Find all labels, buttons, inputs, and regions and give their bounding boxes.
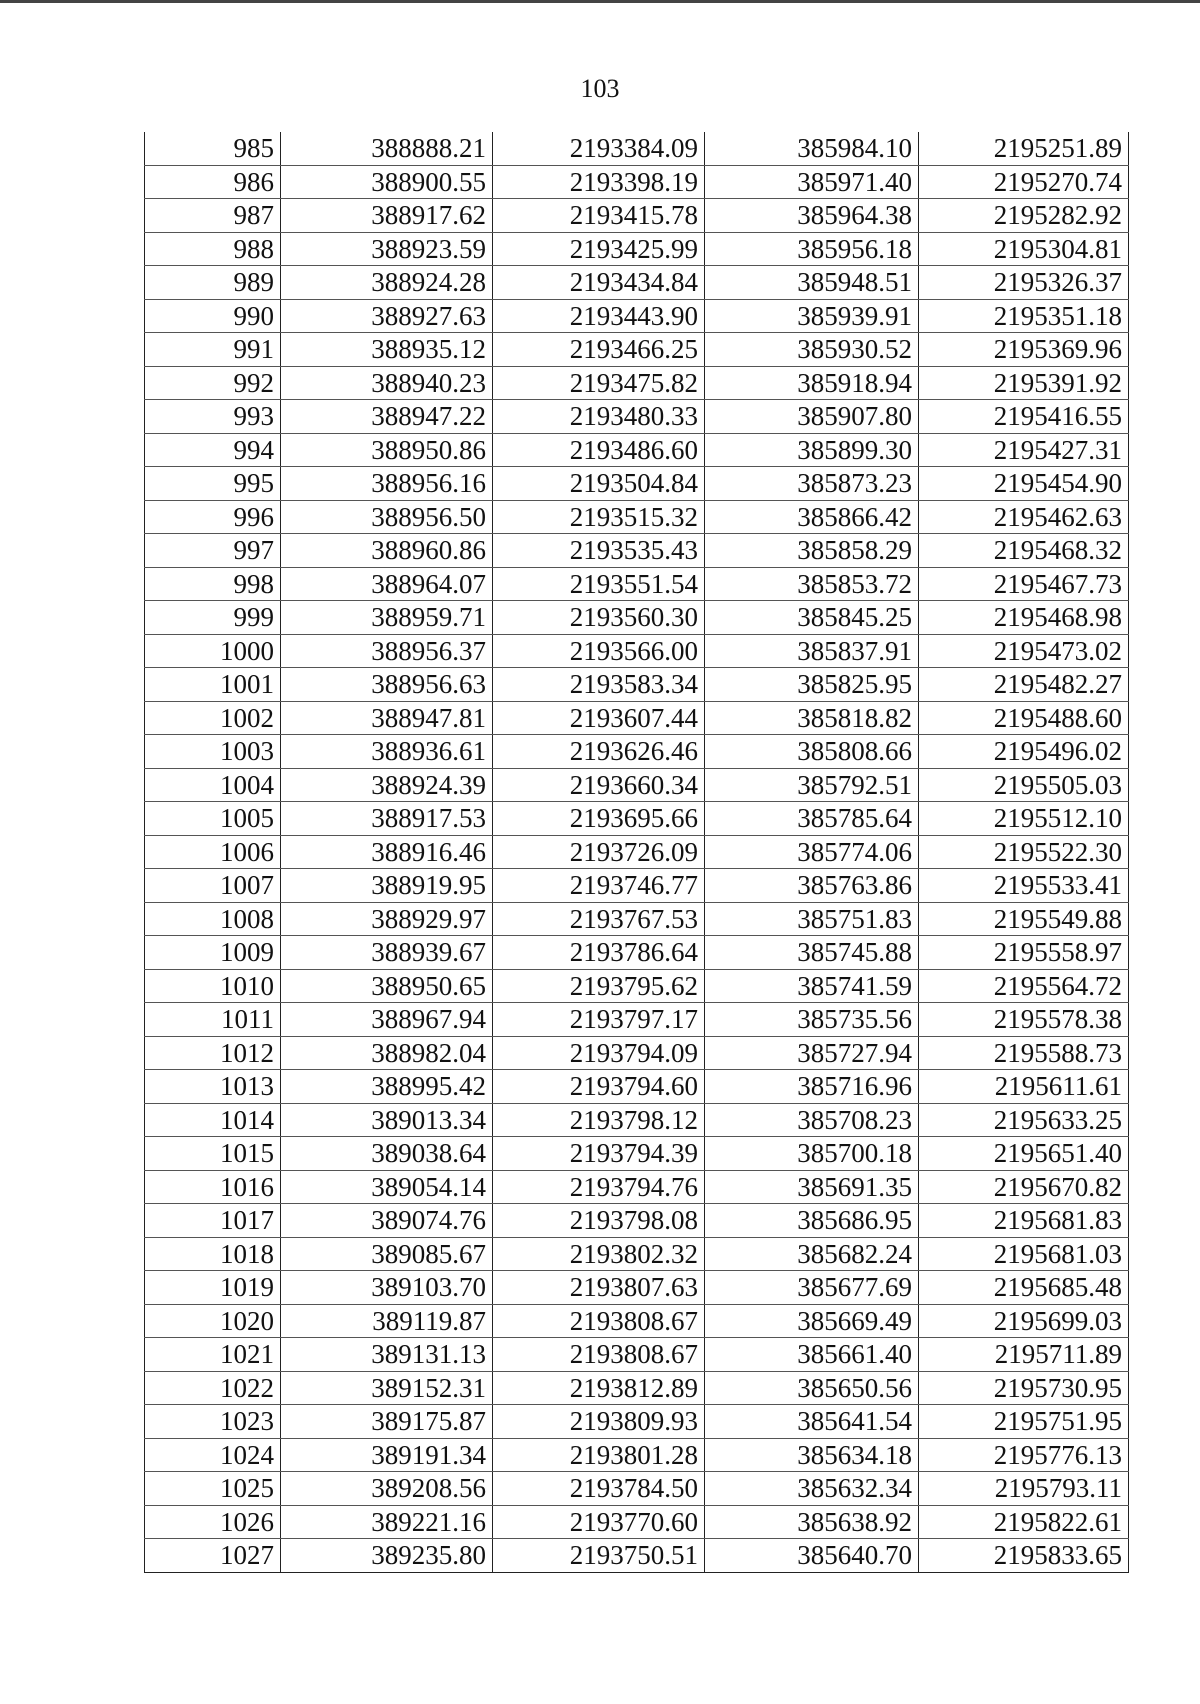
point-number-cell: 988 bbox=[145, 232, 281, 266]
table-row bbox=[145, 299, 1129, 333]
x1-cell: 389208.56 bbox=[281, 1472, 493, 1506]
x1-cell: 388947.22 bbox=[281, 400, 493, 434]
x1-cell: 388924.28 bbox=[281, 266, 493, 300]
x2-cell: 385741.59 bbox=[705, 969, 919, 1003]
y1-cell: 2193794.39 bbox=[493, 1137, 705, 1171]
x1-cell: 388982.04 bbox=[281, 1036, 493, 1070]
point-number-cell: 1013 bbox=[145, 1070, 281, 1104]
point-number-cell: 1005 bbox=[145, 802, 281, 836]
y1-cell: 2193801.28 bbox=[493, 1438, 705, 1472]
y2-cell: 2195681.03 bbox=[919, 1237, 1129, 1271]
x1-cell: 388939.67 bbox=[281, 936, 493, 970]
point-number-cell: 1009 bbox=[145, 936, 281, 970]
y2-cell: 2195558.97 bbox=[919, 936, 1129, 970]
y2-cell: 2195251.89 bbox=[919, 132, 1129, 165]
y1-cell: 2193784.50 bbox=[493, 1472, 705, 1506]
y2-cell: 2195793.11 bbox=[919, 1472, 1129, 1506]
y1-cell: 2193808.67 bbox=[493, 1338, 705, 1372]
y2-cell: 2195833.65 bbox=[919, 1539, 1129, 1573]
x1-cell: 388929.97 bbox=[281, 902, 493, 936]
point-number-cell: 1004 bbox=[145, 768, 281, 802]
table-row bbox=[145, 601, 1129, 635]
y2-cell: 2195588.73 bbox=[919, 1036, 1129, 1070]
x2-cell: 385956.18 bbox=[705, 232, 919, 266]
y1-cell: 2193812.89 bbox=[493, 1371, 705, 1405]
table-row bbox=[145, 1271, 1129, 1305]
x2-cell: 385686.95 bbox=[705, 1204, 919, 1238]
table-row bbox=[145, 433, 1129, 467]
table-row bbox=[145, 1438, 1129, 1472]
table-row bbox=[145, 936, 1129, 970]
point-number-cell: 987 bbox=[145, 199, 281, 233]
table-row bbox=[145, 165, 1129, 199]
table-row bbox=[145, 902, 1129, 936]
table-row bbox=[145, 567, 1129, 601]
table-row bbox=[145, 534, 1129, 568]
y2-cell: 2195326.37 bbox=[919, 266, 1129, 300]
y2-cell: 2195454.90 bbox=[919, 467, 1129, 501]
y2-cell: 2195670.82 bbox=[919, 1170, 1129, 1204]
x2-cell: 385939.91 bbox=[705, 299, 919, 333]
y2-cell: 2195369.96 bbox=[919, 333, 1129, 367]
point-number-cell: 1024 bbox=[145, 1438, 281, 1472]
x1-cell: 388936.61 bbox=[281, 735, 493, 769]
x2-cell: 385792.51 bbox=[705, 768, 919, 802]
x1-cell: 389152.31 bbox=[281, 1371, 493, 1405]
point-number-cell: 1026 bbox=[145, 1505, 281, 1539]
table-row bbox=[145, 1036, 1129, 1070]
y2-cell: 2195533.41 bbox=[919, 869, 1129, 903]
y1-cell: 2193607.44 bbox=[493, 701, 705, 735]
point-number-cell: 1023 bbox=[145, 1405, 281, 1439]
y1-cell: 2193808.67 bbox=[493, 1304, 705, 1338]
y1-cell: 2193794.09 bbox=[493, 1036, 705, 1070]
x2-cell: 385971.40 bbox=[705, 165, 919, 199]
table-row bbox=[145, 1338, 1129, 1372]
point-number-cell: 996 bbox=[145, 500, 281, 534]
point-number-cell: 986 bbox=[145, 165, 281, 199]
y2-cell: 2195633.25 bbox=[919, 1103, 1129, 1137]
point-number-cell: 998 bbox=[145, 567, 281, 601]
x2-cell: 385638.92 bbox=[705, 1505, 919, 1539]
x2-cell: 385964.38 bbox=[705, 199, 919, 233]
y2-cell: 2195564.72 bbox=[919, 969, 1129, 1003]
y1-cell: 2193535.43 bbox=[493, 534, 705, 568]
x2-cell: 385708.23 bbox=[705, 1103, 919, 1137]
page-number: 103 bbox=[580, 74, 620, 103]
coordinate-table-body bbox=[145, 132, 1129, 1572]
point-number-cell: 985 bbox=[145, 132, 281, 165]
y2-cell: 2195473.02 bbox=[919, 634, 1129, 668]
point-number-cell: 1002 bbox=[145, 701, 281, 735]
point-number-cell: 1007 bbox=[145, 869, 281, 903]
y2-cell: 2195496.02 bbox=[919, 735, 1129, 769]
point-number-cell: 1014 bbox=[145, 1103, 281, 1137]
y2-cell: 2195681.83 bbox=[919, 1204, 1129, 1238]
x2-cell: 385984.10 bbox=[705, 132, 919, 165]
y1-cell: 2193443.90 bbox=[493, 299, 705, 333]
coordinate-table bbox=[144, 132, 1129, 1573]
point-number-cell: 990 bbox=[145, 299, 281, 333]
y1-cell: 2193660.34 bbox=[493, 768, 705, 802]
y1-cell: 2193551.54 bbox=[493, 567, 705, 601]
x1-cell: 388956.63 bbox=[281, 668, 493, 702]
y1-cell: 2193746.77 bbox=[493, 869, 705, 903]
point-number-cell: 993 bbox=[145, 400, 281, 434]
table-row bbox=[145, 132, 1129, 165]
x1-cell: 388995.42 bbox=[281, 1070, 493, 1104]
x2-cell: 385853.72 bbox=[705, 567, 919, 601]
y2-cell: 2195776.13 bbox=[919, 1438, 1129, 1472]
x2-cell: 385785.64 bbox=[705, 802, 919, 836]
x2-cell: 385691.35 bbox=[705, 1170, 919, 1204]
table-row bbox=[145, 668, 1129, 702]
x2-cell: 385641.54 bbox=[705, 1405, 919, 1439]
x1-cell: 388956.50 bbox=[281, 500, 493, 534]
y1-cell: 2193770.60 bbox=[493, 1505, 705, 1539]
x2-cell: 385866.42 bbox=[705, 500, 919, 534]
x2-cell: 385661.40 bbox=[705, 1338, 919, 1372]
y2-cell: 2195699.03 bbox=[919, 1304, 1129, 1338]
point-number-cell: 995 bbox=[145, 467, 281, 501]
table-row bbox=[145, 1170, 1129, 1204]
table-row bbox=[145, 266, 1129, 300]
y2-cell: 2195270.74 bbox=[919, 165, 1129, 199]
y1-cell: 2193384.09 bbox=[493, 132, 705, 165]
x2-cell: 385918.94 bbox=[705, 366, 919, 400]
table-row bbox=[145, 701, 1129, 735]
table-row bbox=[145, 1405, 1129, 1439]
table-row bbox=[145, 366, 1129, 400]
table-row bbox=[145, 333, 1129, 367]
x1-cell: 388919.95 bbox=[281, 869, 493, 903]
point-number-cell: 994 bbox=[145, 433, 281, 467]
table-row bbox=[145, 1539, 1129, 1573]
point-number-cell: 1010 bbox=[145, 969, 281, 1003]
y1-cell: 2193726.09 bbox=[493, 835, 705, 869]
y2-cell: 2195391.92 bbox=[919, 366, 1129, 400]
x1-cell: 388950.65 bbox=[281, 969, 493, 1003]
y1-cell: 2193797.17 bbox=[493, 1003, 705, 1037]
y2-cell: 2195522.30 bbox=[919, 835, 1129, 869]
y2-cell: 2195512.10 bbox=[919, 802, 1129, 836]
x1-cell: 388956.37 bbox=[281, 634, 493, 668]
table-row bbox=[145, 969, 1129, 1003]
y1-cell: 2193798.12 bbox=[493, 1103, 705, 1137]
y1-cell: 2193466.25 bbox=[493, 333, 705, 367]
table-row bbox=[145, 802, 1129, 836]
x1-cell: 389074.76 bbox=[281, 1204, 493, 1238]
y1-cell: 2193398.19 bbox=[493, 165, 705, 199]
x1-cell: 389191.34 bbox=[281, 1438, 493, 1472]
table-row bbox=[145, 400, 1129, 434]
table-row bbox=[145, 1070, 1129, 1104]
y2-cell: 2195611.61 bbox=[919, 1070, 1129, 1104]
y2-cell: 2195467.73 bbox=[919, 567, 1129, 601]
x1-cell: 388935.12 bbox=[281, 333, 493, 367]
x2-cell: 385948.51 bbox=[705, 266, 919, 300]
x1-cell: 389054.14 bbox=[281, 1170, 493, 1204]
y2-cell: 2195468.98 bbox=[919, 601, 1129, 635]
point-number-cell: 1022 bbox=[145, 1371, 281, 1405]
x1-cell: 388888.21 bbox=[281, 132, 493, 165]
x1-cell: 388940.23 bbox=[281, 366, 493, 400]
y2-cell: 2195751.95 bbox=[919, 1405, 1129, 1439]
y2-cell: 2195578.38 bbox=[919, 1003, 1129, 1037]
x1-cell: 388924.39 bbox=[281, 768, 493, 802]
x1-cell: 389131.13 bbox=[281, 1338, 493, 1372]
point-number-cell: 1000 bbox=[145, 634, 281, 668]
y2-cell: 2195468.32 bbox=[919, 534, 1129, 568]
y1-cell: 2193802.32 bbox=[493, 1237, 705, 1271]
point-number-cell: 1006 bbox=[145, 835, 281, 869]
point-number-cell: 997 bbox=[145, 534, 281, 568]
y2-cell: 2195549.88 bbox=[919, 902, 1129, 936]
table-row bbox=[145, 1003, 1129, 1037]
point-number-cell: 1019 bbox=[145, 1271, 281, 1305]
point-number-cell: 1011 bbox=[145, 1003, 281, 1037]
y2-cell: 2195282.92 bbox=[919, 199, 1129, 233]
point-number-cell: 1015 bbox=[145, 1137, 281, 1171]
x2-cell: 385818.82 bbox=[705, 701, 919, 735]
x2-cell: 385899.30 bbox=[705, 433, 919, 467]
table-row bbox=[145, 835, 1129, 869]
table-row bbox=[145, 1103, 1129, 1137]
y1-cell: 2193794.76 bbox=[493, 1170, 705, 1204]
y2-cell: 2195427.31 bbox=[919, 433, 1129, 467]
y1-cell: 2193795.62 bbox=[493, 969, 705, 1003]
y1-cell: 2193750.51 bbox=[493, 1539, 705, 1573]
point-number-cell: 992 bbox=[145, 366, 281, 400]
x2-cell: 385669.49 bbox=[705, 1304, 919, 1338]
x1-cell: 388959.71 bbox=[281, 601, 493, 635]
x1-cell: 389085.67 bbox=[281, 1237, 493, 1271]
point-number-cell: 1025 bbox=[145, 1472, 281, 1506]
x2-cell: 385751.83 bbox=[705, 902, 919, 936]
x2-cell: 385837.91 bbox=[705, 634, 919, 668]
y2-cell: 2195351.18 bbox=[919, 299, 1129, 333]
x2-cell: 385745.88 bbox=[705, 936, 919, 970]
x2-cell: 385677.69 bbox=[705, 1271, 919, 1305]
y1-cell: 2193767.53 bbox=[493, 902, 705, 936]
point-number-cell: 991 bbox=[145, 333, 281, 367]
x2-cell: 385632.34 bbox=[705, 1472, 919, 1506]
y1-cell: 2193798.08 bbox=[493, 1204, 705, 1238]
y2-cell: 2195304.81 bbox=[919, 232, 1129, 266]
x1-cell: 388917.53 bbox=[281, 802, 493, 836]
x2-cell: 385650.56 bbox=[705, 1371, 919, 1405]
point-number-cell: 1027 bbox=[145, 1539, 281, 1573]
point-number-cell: 1021 bbox=[145, 1338, 281, 1372]
point-number-cell: 1008 bbox=[145, 902, 281, 936]
x2-cell: 385774.06 bbox=[705, 835, 919, 869]
y1-cell: 2193809.93 bbox=[493, 1405, 705, 1439]
y2-cell: 2195730.95 bbox=[919, 1371, 1129, 1405]
x1-cell: 388960.86 bbox=[281, 534, 493, 568]
table-row bbox=[145, 500, 1129, 534]
x1-cell: 388956.16 bbox=[281, 467, 493, 501]
y2-cell: 2195416.55 bbox=[919, 400, 1129, 434]
y1-cell: 2193807.63 bbox=[493, 1271, 705, 1305]
x2-cell: 385763.86 bbox=[705, 869, 919, 903]
x1-cell: 388927.63 bbox=[281, 299, 493, 333]
y1-cell: 2193786.64 bbox=[493, 936, 705, 970]
y1-cell: 2193566.00 bbox=[493, 634, 705, 668]
table-row bbox=[145, 1304, 1129, 1338]
point-number-cell: 1017 bbox=[145, 1204, 281, 1238]
y1-cell: 2193583.34 bbox=[493, 668, 705, 702]
y1-cell: 2193475.82 bbox=[493, 366, 705, 400]
x2-cell: 385716.96 bbox=[705, 1070, 919, 1104]
x2-cell: 385727.94 bbox=[705, 1036, 919, 1070]
x2-cell: 385825.95 bbox=[705, 668, 919, 702]
x1-cell: 389013.34 bbox=[281, 1103, 493, 1137]
x1-cell: 389221.16 bbox=[281, 1505, 493, 1539]
table-row bbox=[145, 634, 1129, 668]
y1-cell: 2193434.84 bbox=[493, 266, 705, 300]
table-row bbox=[145, 869, 1129, 903]
table-row bbox=[145, 768, 1129, 802]
y2-cell: 2195685.48 bbox=[919, 1271, 1129, 1305]
y2-cell: 2195482.27 bbox=[919, 668, 1129, 702]
table-row bbox=[145, 232, 1129, 266]
point-number-cell: 989 bbox=[145, 266, 281, 300]
point-number-cell: 1016 bbox=[145, 1170, 281, 1204]
x1-cell: 388916.46 bbox=[281, 835, 493, 869]
table-row bbox=[145, 199, 1129, 233]
x1-cell: 388900.55 bbox=[281, 165, 493, 199]
y1-cell: 2193486.60 bbox=[493, 433, 705, 467]
y2-cell: 2195505.03 bbox=[919, 768, 1129, 802]
y1-cell: 2193515.32 bbox=[493, 500, 705, 534]
y2-cell: 2195488.60 bbox=[919, 701, 1129, 735]
table-row bbox=[145, 1505, 1129, 1539]
x2-cell: 385700.18 bbox=[705, 1137, 919, 1171]
x2-cell: 385682.24 bbox=[705, 1237, 919, 1271]
point-number-cell: 1018 bbox=[145, 1237, 281, 1271]
table-row bbox=[145, 1237, 1129, 1271]
x1-cell: 389103.70 bbox=[281, 1271, 493, 1305]
x1-cell: 389119.87 bbox=[281, 1304, 493, 1338]
y1-cell: 2193425.99 bbox=[493, 232, 705, 266]
y2-cell: 2195822.61 bbox=[919, 1505, 1129, 1539]
point-number-cell: 999 bbox=[145, 601, 281, 635]
y1-cell: 2193504.84 bbox=[493, 467, 705, 501]
y2-cell: 2195651.40 bbox=[919, 1137, 1129, 1171]
x2-cell: 385845.25 bbox=[705, 601, 919, 635]
table-row bbox=[145, 1472, 1129, 1506]
x2-cell: 385640.70 bbox=[705, 1539, 919, 1573]
y2-cell: 2195462.63 bbox=[919, 500, 1129, 534]
table-row bbox=[145, 1137, 1129, 1171]
x2-cell: 385735.56 bbox=[705, 1003, 919, 1037]
x1-cell: 388947.81 bbox=[281, 701, 493, 735]
table-row bbox=[145, 1204, 1129, 1238]
x1-cell: 388964.07 bbox=[281, 567, 493, 601]
y1-cell: 2193480.33 bbox=[493, 400, 705, 434]
x1-cell: 389175.87 bbox=[281, 1405, 493, 1439]
x2-cell: 385808.66 bbox=[705, 735, 919, 769]
x2-cell: 385634.18 bbox=[705, 1438, 919, 1472]
x1-cell: 388917.62 bbox=[281, 199, 493, 233]
point-number-cell: 1020 bbox=[145, 1304, 281, 1338]
point-number-cell: 1012 bbox=[145, 1036, 281, 1070]
x2-cell: 385907.80 bbox=[705, 400, 919, 434]
table-row bbox=[145, 1371, 1129, 1405]
table-row bbox=[145, 467, 1129, 501]
point-number-cell: 1003 bbox=[145, 735, 281, 769]
page-top-rule bbox=[0, 0, 1200, 3]
x2-cell: 385858.29 bbox=[705, 534, 919, 568]
y1-cell: 2193415.78 bbox=[493, 199, 705, 233]
x1-cell: 388950.86 bbox=[281, 433, 493, 467]
y1-cell: 2193695.66 bbox=[493, 802, 705, 836]
x2-cell: 385930.52 bbox=[705, 333, 919, 367]
point-number-cell: 1001 bbox=[145, 668, 281, 702]
y1-cell: 2193794.60 bbox=[493, 1070, 705, 1104]
x1-cell: 389235.80 bbox=[281, 1539, 493, 1573]
table-row bbox=[145, 735, 1129, 769]
x1-cell: 388923.59 bbox=[281, 232, 493, 266]
x1-cell: 389038.64 bbox=[281, 1137, 493, 1171]
x1-cell: 388967.94 bbox=[281, 1003, 493, 1037]
x2-cell: 385873.23 bbox=[705, 467, 919, 501]
y1-cell: 2193626.46 bbox=[493, 735, 705, 769]
y1-cell: 2193560.30 bbox=[493, 601, 705, 635]
y2-cell: 2195711.89 bbox=[919, 1338, 1129, 1372]
